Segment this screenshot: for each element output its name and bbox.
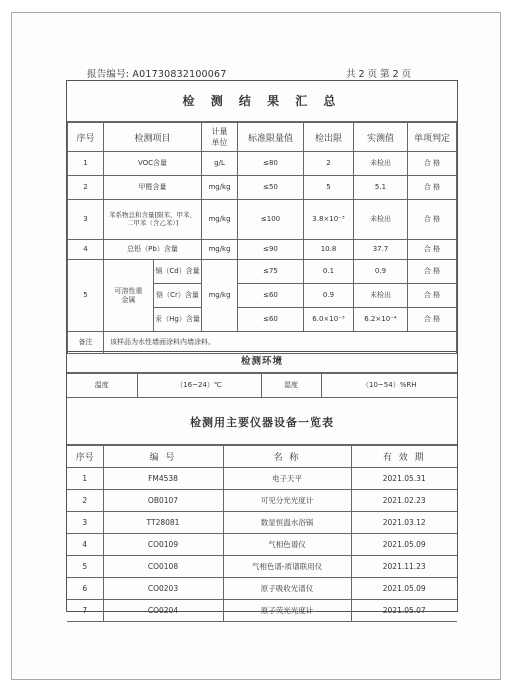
row-value: 未检出	[354, 284, 408, 308]
equip-code: CO0204	[103, 600, 223, 622]
row-judge: 合 格	[408, 176, 457, 200]
results-title: 检 测 结 果 汇 总	[67, 81, 457, 122]
row-value: 37.7	[354, 240, 408, 260]
note-label: 备注	[68, 332, 104, 354]
row-unit: mg/kg	[202, 240, 238, 260]
equip-date: 2021.05.31	[351, 468, 457, 490]
row-limit: ≤75	[238, 260, 304, 284]
equipment-header-row	[67, 446, 457, 468]
row-value: 未检出	[354, 152, 408, 176]
table-row	[67, 490, 457, 512]
equip-code: TT28081	[103, 512, 223, 534]
row-dl: 5	[304, 176, 354, 200]
row-no: 4	[68, 240, 104, 260]
temp-value: （16~24）℃	[137, 374, 261, 398]
row-limit: ≤100	[238, 200, 304, 240]
col-header: 编 号	[103, 446, 223, 468]
table-row	[68, 240, 457, 260]
row-limit: ≤80	[238, 152, 304, 176]
row-dl: 0.9	[304, 284, 354, 308]
row-dl: 2	[304, 152, 354, 176]
table-row	[67, 512, 457, 534]
row-item: 苯系物总和含量[限苯、甲苯、二甲苯（含乙苯）]	[104, 200, 202, 240]
row-limit: ≤90	[238, 240, 304, 260]
row-value: 6.2×10⁻⁴	[354, 308, 408, 332]
row-dl: 0.1	[304, 260, 354, 284]
equip-no: 1	[67, 468, 103, 490]
humidity-label: 湿度	[261, 374, 321, 398]
equip-date: 2021.05.07	[351, 600, 457, 622]
equip-name: 原子荧光光度计	[223, 600, 351, 622]
table-row	[68, 260, 457, 284]
col-header: 检出限	[304, 123, 354, 152]
table-row	[68, 176, 457, 200]
note-text: 该样品为水性墙面涂料内墙涂料。	[104, 332, 457, 354]
row-judge: 合 格	[408, 240, 457, 260]
results-header-row	[68, 123, 457, 152]
equip-date: 2021.11.23	[351, 556, 457, 578]
equip-code: CO0108	[103, 556, 223, 578]
equip-name: 气相色谱-质谱联用仪	[223, 556, 351, 578]
table-row	[67, 556, 457, 578]
results-section	[66, 80, 458, 352]
col-header: 序号	[67, 446, 103, 468]
equip-name: 气相色谱仪	[223, 534, 351, 556]
sub-item: 铬（Cr）含量	[154, 284, 202, 308]
equip-date: 2021.05.09	[351, 534, 457, 556]
col-header: 检测项目	[104, 123, 202, 152]
row-limit: ≤50	[238, 176, 304, 200]
heavy-metals-table	[67, 259, 457, 332]
equip-code: OB0107	[103, 490, 223, 512]
row-unit: mg/kg	[202, 200, 238, 240]
row-judge: 合 格	[408, 200, 457, 240]
table-row	[68, 200, 457, 240]
equip-no: 6	[67, 578, 103, 600]
row-judge: 合 格	[408, 284, 457, 308]
row-dl: 3.8×10⁻³	[304, 200, 354, 240]
row-dl: 6.0×10⁻³	[304, 308, 354, 332]
row-judge: 合 格	[408, 308, 457, 332]
col-header: 实测值	[354, 123, 408, 152]
equip-code: FM4538	[103, 468, 223, 490]
temp-label: 温度	[67, 374, 137, 398]
note-row	[68, 332, 457, 354]
row-value: 0.9	[354, 260, 408, 284]
equip-no: 7	[67, 600, 103, 622]
row-limit: ≤60	[238, 308, 304, 332]
table-row	[68, 152, 457, 176]
row-item: VOC含量	[104, 152, 202, 176]
equip-date: 2021.02.23	[351, 490, 457, 512]
row-unit: mg/kg	[202, 260, 238, 332]
equip-no: 2	[67, 490, 103, 512]
col-header: 有 效 期	[351, 446, 457, 468]
row-item: 总铅（Pb）含量	[104, 240, 202, 260]
row-no: 1	[68, 152, 104, 176]
row-dl: 10.8	[304, 240, 354, 260]
row-item: 可溶性重金属	[104, 260, 154, 332]
row-judge: 合 格	[408, 260, 457, 284]
equip-no: 3	[67, 512, 103, 534]
equip-no: 5	[67, 556, 103, 578]
environment-table	[67, 373, 457, 398]
equip-no: 4	[67, 534, 103, 556]
row-limit: ≤60	[238, 284, 304, 308]
sub-item: 汞（Hg）含量	[154, 308, 202, 332]
row-item: 甲醛含量	[104, 176, 202, 200]
row-value: 5.1	[354, 176, 408, 200]
environment-title: 检测环境	[67, 352, 457, 373]
note-table	[67, 331, 457, 354]
equipment-title: 检测用主要仪器设备一览表	[67, 398, 457, 445]
col-header: 单项判定	[408, 123, 457, 152]
equip-date: 2021.03.12	[351, 512, 457, 534]
row-no: 5	[68, 260, 104, 332]
results-table	[67, 122, 457, 260]
table-row	[67, 468, 457, 490]
equipment-table	[67, 445, 457, 622]
row-judge: 合 格	[408, 152, 457, 176]
equip-code: CO0109	[103, 534, 223, 556]
page-indicator: 共 2 页 第 2 页	[346, 69, 412, 80]
report-number: 报告编号: A01730832100067	[87, 69, 227, 80]
table-row	[67, 578, 457, 600]
equip-name: 电子天平	[223, 468, 351, 490]
equip-name: 原子吸收光谱仪	[223, 578, 351, 600]
row-value: 未检出	[354, 200, 408, 240]
table-row	[67, 600, 457, 622]
col-header: 标准限量值	[238, 123, 304, 152]
sub-item: 镉（Cd）含量	[154, 260, 202, 284]
row-no: 3	[68, 200, 104, 240]
humidity-value: （10~54）%RH	[321, 374, 457, 398]
equip-date: 2021.05.09	[351, 578, 457, 600]
row-unit: mg/kg	[202, 176, 238, 200]
environment-section	[66, 352, 458, 398]
col-header: 序号	[68, 123, 104, 152]
equip-name: 数显恒温水浴锅	[223, 512, 351, 534]
equipment-section	[66, 398, 458, 615]
equip-code: CO0203	[103, 578, 223, 600]
col-header: 计量单位	[202, 123, 238, 152]
col-header: 名 称	[223, 446, 351, 468]
row-unit: g/L	[202, 152, 238, 176]
environment-row	[67, 374, 457, 398]
table-row	[67, 534, 457, 556]
row-no: 2	[68, 176, 104, 200]
equip-name: 可见分光光度计	[223, 490, 351, 512]
